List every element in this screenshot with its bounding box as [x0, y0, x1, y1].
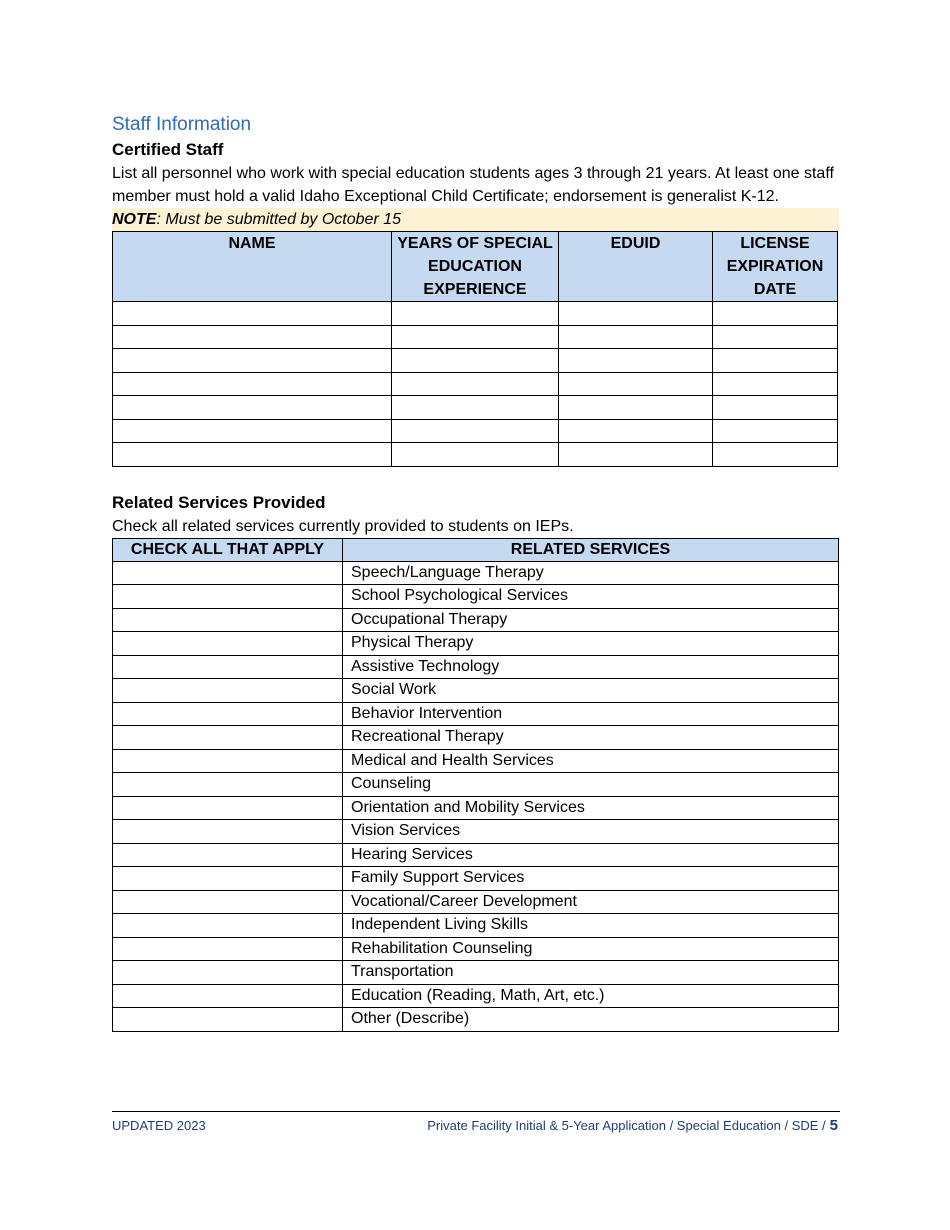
header-name: NAME	[113, 232, 392, 302]
service-name: Occupational Therapy	[343, 608, 839, 632]
related-services-table	[112, 538, 839, 1032]
service-name: School Psychological Services	[343, 585, 839, 609]
table-row	[113, 843, 839, 867]
note-label: NOTE	[112, 211, 157, 228]
years-cell[interactable]	[392, 443, 559, 467]
check-cell[interactable]	[113, 632, 343, 656]
table-row	[113, 820, 839, 844]
check-cell[interactable]	[113, 937, 343, 961]
service-name: Vocational/Career Development	[343, 890, 839, 914]
submission-note	[112, 208, 839, 231]
license-date-cell[interactable]	[713, 325, 838, 349]
check-cell[interactable]	[113, 820, 343, 844]
years-cell[interactable]	[392, 302, 559, 326]
check-cell[interactable]	[113, 914, 343, 938]
table-row	[113, 608, 839, 632]
service-name: Assistive Technology	[343, 655, 839, 679]
check-cell[interactable]	[113, 773, 343, 797]
header-related-services: RELATED SERVICES	[343, 538, 839, 561]
certified-staff-table	[112, 231, 838, 467]
service-name: Medical and Health Services	[343, 749, 839, 773]
service-name: Education (Reading, Math, Art, etc.)	[343, 984, 839, 1008]
service-name: Counseling	[343, 773, 839, 797]
check-cell[interactable]	[113, 679, 343, 703]
table-row	[113, 585, 839, 609]
service-name: Rehabilitation Counseling	[343, 937, 839, 961]
years-cell[interactable]	[392, 372, 559, 396]
table-row	[113, 372, 838, 396]
footer-document-info	[427, 1117, 838, 1134]
page-footer	[112, 1111, 840, 1142]
table-row	[113, 396, 838, 420]
table-row	[113, 773, 839, 797]
eduid-cell[interactable]	[559, 419, 713, 443]
eduid-cell[interactable]	[559, 443, 713, 467]
check-cell[interactable]	[113, 749, 343, 773]
service-name: Independent Living Skills	[343, 914, 839, 938]
name-cell[interactable]	[113, 302, 392, 326]
years-cell[interactable]	[392, 419, 559, 443]
header-years-experience: YEARS OF SPECIAL EDUCATION EXPERIENCE	[392, 232, 559, 302]
services-body	[113, 561, 839, 1031]
license-date-cell[interactable]	[713, 419, 838, 443]
service-name: Physical Therapy	[343, 632, 839, 656]
license-date-cell[interactable]	[713, 302, 838, 326]
license-date-cell[interactable]	[713, 372, 838, 396]
eduid-cell[interactable]	[559, 325, 713, 349]
table-row	[113, 655, 839, 679]
check-cell[interactable]	[113, 961, 343, 985]
check-cell[interactable]	[113, 702, 343, 726]
check-cell[interactable]	[113, 843, 343, 867]
table-row	[113, 443, 838, 467]
table-row	[113, 914, 839, 938]
name-cell[interactable]	[113, 443, 392, 467]
check-cell[interactable]	[113, 585, 343, 609]
years-cell[interactable]	[392, 396, 559, 420]
name-cell[interactable]	[113, 396, 392, 420]
note-text: : Must be submitted by October 15	[156, 211, 402, 228]
table-row	[113, 419, 838, 443]
service-name: Speech/Language Therapy	[343, 561, 839, 585]
eduid-cell[interactable]	[559, 349, 713, 373]
service-name: Transportation	[343, 961, 839, 985]
eduid-cell[interactable]	[559, 302, 713, 326]
table-row	[113, 349, 838, 373]
footer-updated: UPDATED 2023	[112, 1118, 206, 1133]
table-row	[113, 726, 839, 750]
table-row	[113, 561, 839, 585]
header-check-all: CHECK ALL THAT APPLY	[113, 538, 343, 561]
eduid-cell[interactable]	[559, 396, 713, 420]
table-row	[113, 749, 839, 773]
table-row	[113, 302, 838, 326]
name-cell[interactable]	[113, 419, 392, 443]
service-name: Recreational Therapy	[343, 726, 839, 750]
license-date-cell[interactable]	[713, 349, 838, 373]
header-license-expiration: LICENSE EXPIRATION DATE	[713, 232, 838, 302]
check-cell[interactable]	[113, 867, 343, 891]
table-row	[113, 702, 839, 726]
license-date-cell[interactable]	[713, 443, 838, 467]
service-name: Family Support Services	[343, 867, 839, 891]
name-cell[interactable]	[113, 349, 392, 373]
check-cell[interactable]	[113, 890, 343, 914]
footer-title: Private Facility Initial & 5-Year Application / Special Education / SDE /	[427, 1118, 826, 1133]
table-row	[113, 632, 839, 656]
service-name: Social Work	[343, 679, 839, 703]
name-cell[interactable]	[113, 372, 392, 396]
header-eduid: EDUID	[559, 232, 713, 302]
check-cell[interactable]	[113, 655, 343, 679]
certified-staff-description: List all personnel who work with special education students ages 3 through 21 years. At least one staff member must hold a valid Idaho Exceptional Child Certificate; endorsement is generalist K-12.	[112, 165, 834, 205]
table-row	[113, 937, 839, 961]
license-date-cell[interactable]	[713, 396, 838, 420]
service-name: Hearing Services	[343, 843, 839, 867]
table-row	[113, 890, 839, 914]
check-cell[interactable]	[113, 561, 343, 585]
table-row	[113, 867, 839, 891]
table-row	[113, 984, 839, 1008]
years-cell[interactable]	[392, 349, 559, 373]
check-cell[interactable]	[113, 984, 343, 1008]
table-row	[113, 961, 839, 985]
service-name: Vision Services	[343, 820, 839, 844]
years-cell[interactable]	[392, 325, 559, 349]
table-row	[113, 1008, 839, 1032]
page-number: 5	[829, 1117, 838, 1134]
service-name: Behavior Intervention	[343, 702, 839, 726]
name-cell[interactable]	[113, 325, 392, 349]
table-row	[113, 796, 839, 820]
eduid-cell[interactable]	[559, 372, 713, 396]
table-row	[113, 679, 839, 703]
service-name: Other (Describe)	[343, 1008, 839, 1032]
check-cell[interactable]	[113, 1008, 343, 1032]
service-name: Orientation and Mobility Services	[343, 796, 839, 820]
related-services-heading: Related Services Provided	[112, 492, 326, 512]
check-cell[interactable]	[113, 796, 343, 820]
check-cell[interactable]	[113, 608, 343, 632]
check-cell[interactable]	[113, 726, 343, 750]
section-title: Staff Information	[112, 114, 252, 135]
document-page	[112, 112, 839, 1032]
table-row	[113, 325, 838, 349]
certified-staff-heading: Certified Staff	[112, 140, 224, 159]
related-services-description: Check all related services currently provided to students on IEPs.	[112, 517, 574, 535]
